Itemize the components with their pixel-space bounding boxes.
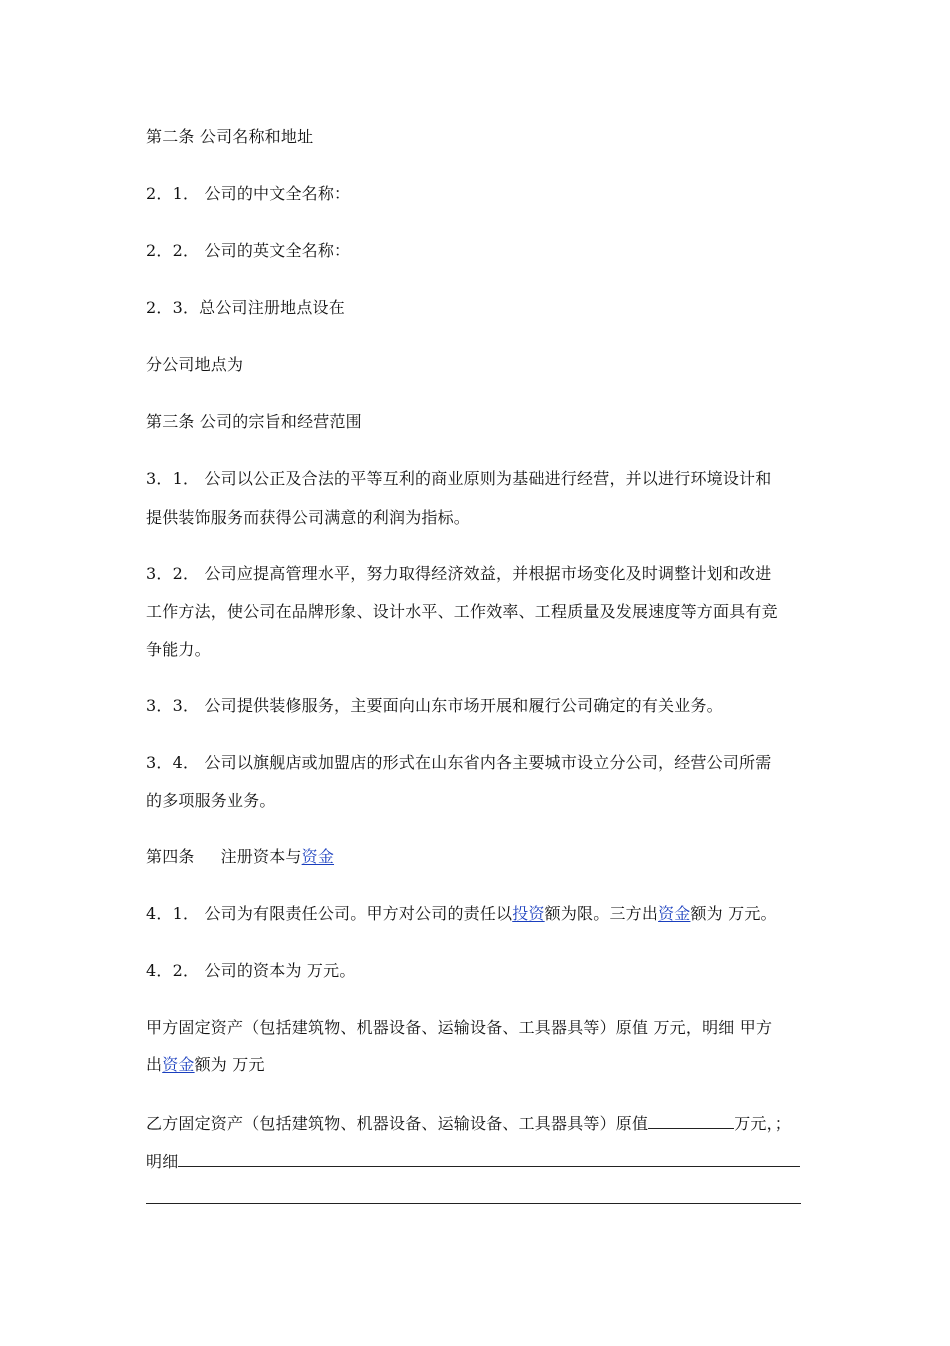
article-3-heading: 第三条 公司的宗旨和经营范围 [146,412,362,431]
blank-original-value [648,1114,734,1129]
clause-2-3: 2．3．总公司注册地点设在 [146,298,345,317]
blank-details [178,1152,800,1167]
clause-3-3: 3．3． 公司提供装修服务，主要面向山东市场开展和履行公司确定的有关业务。 [146,696,723,715]
party-b-assets-line-1 [146,1113,791,1135]
party-b-assets-line-2 [146,1151,800,1173]
clause-4-1 [146,903,777,925]
clause-3-4-line-2: 的多项服务业务。 [146,791,276,810]
clause-4-1-text-b: 额为限。三方出 [544,904,659,923]
article-2-heading: 第二条 公司名称和地址 [146,127,314,146]
party-a-assets-line-1: 甲方固定资产（包括建筑物、机器设备、运输设备、工具器具等）原值 万元，明细 甲方 [146,1018,773,1037]
article-4-heading [146,846,334,868]
blank-details-line-2 [146,1203,801,1204]
clause-4-1-text-c: 额为 万元。 [690,904,777,923]
party-a-assets-line-2 [146,1054,265,1076]
clause-3-2-line-2: 工作方法，使公司在品牌形象、设计水平、工作效率、工程质量及发展速度等方面具有竞 [146,602,778,621]
clause-3-1-line-2: 提供装饰服务而获得公司满意的利润为指标。 [146,508,471,527]
capital-link-2[interactable]: 资金 [658,904,691,923]
clause-3-4-line-1: 3．4． 公司以旗舰店或加盟店的形式在山东省内各主要城市设立分公司，经营公司所需 [146,753,772,772]
clause-4-1-text-a: 4．1． 公司为有限责任公司。甲方对公司的责任以 [146,904,513,923]
party-b-text-a: 乙方固定资产（包括建筑物、机器设备、运输设备、工具器具等）原值 [146,1114,649,1133]
details-label: 明细 [146,1152,179,1171]
investment-link[interactable]: 投资 [512,904,545,923]
clause-2-1: 2．1． 公司的中文全名称： [146,184,351,203]
capital-link-3[interactable]: 资金 [162,1055,195,1074]
clause-3-1-line-1: 3．1． 公司以公正及合法的平等互利的商业原则为基础进行经营，并以进行环境设计和 [146,469,772,488]
clause-3-2-line-1: 3．2． 公司应提高管理水平，努力取得经济效益，并根据市场变化及时调整计划和改进 [146,564,772,583]
party-a-text-a: 出 [146,1055,163,1074]
clause-3-2-line-3: 争能力。 [146,640,211,659]
clause-4-2: 4．2． 公司的资本为 万元。 [146,961,356,980]
article-4-title: 注册资本与 [220,847,302,866]
clause-2-2: 2．2． 公司的英文全名称： [146,241,351,260]
branch-location: 分公司地点为 [146,355,244,374]
party-b-text-b: 万元，； [734,1114,792,1133]
party-a-text-b: 额为 万元 [194,1055,265,1074]
article-4-number: 第四条 [146,847,195,866]
capital-link[interactable]: 资金 [301,847,335,866]
